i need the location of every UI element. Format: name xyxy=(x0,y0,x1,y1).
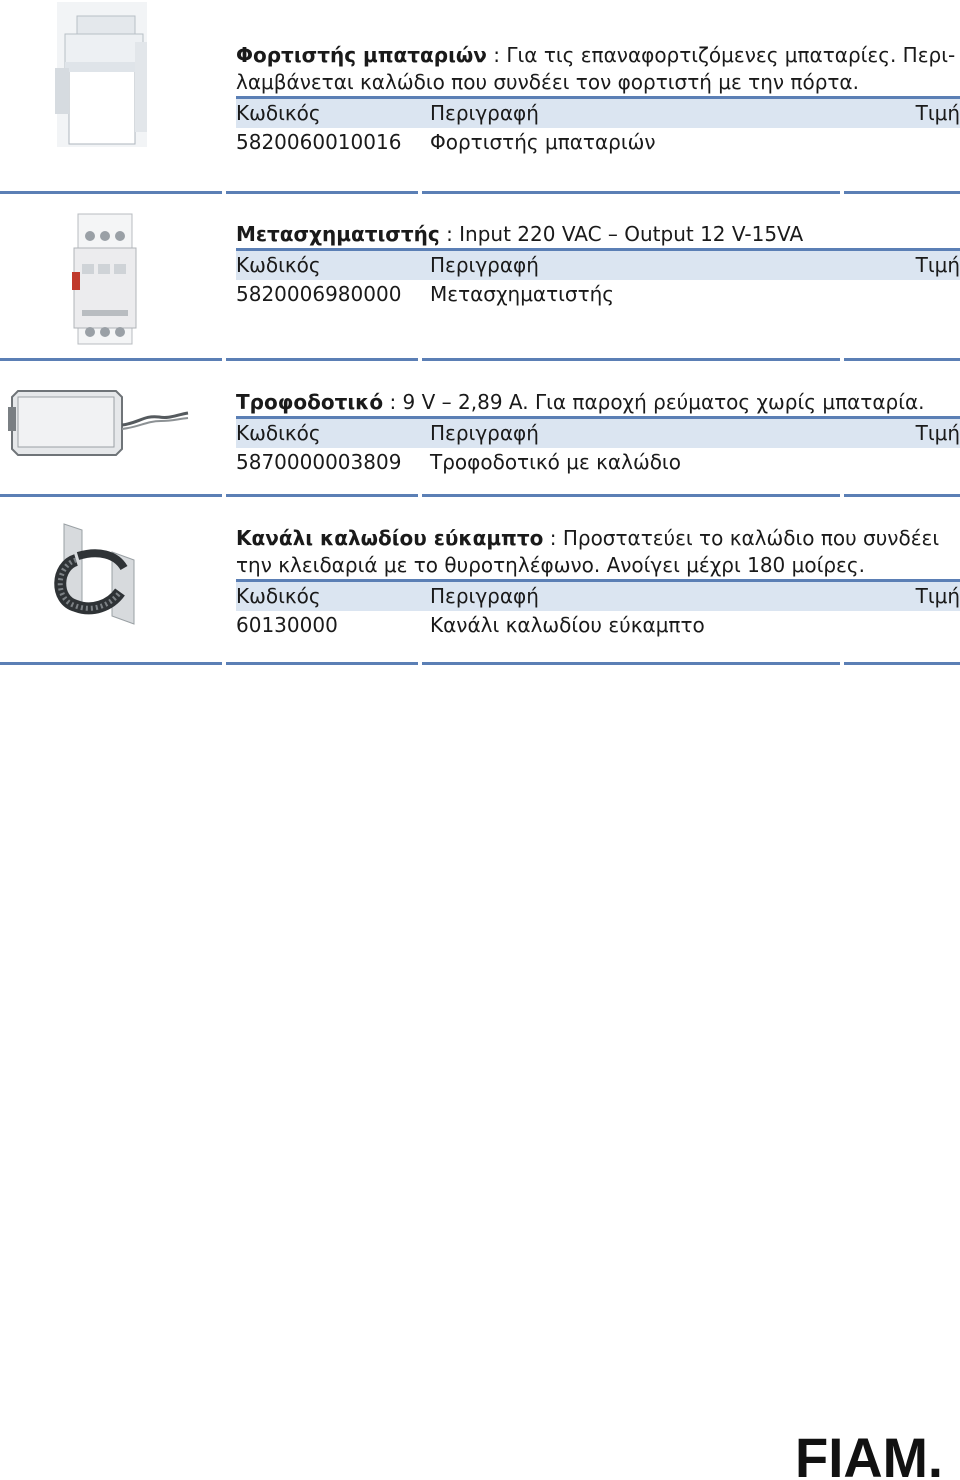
table-header xyxy=(236,96,960,128)
product-name: Μετασχηματιστής xyxy=(236,222,440,246)
product-code: 60130000 xyxy=(236,613,338,637)
code-header: Κωδικός xyxy=(236,101,321,125)
price-header: Τιμή xyxy=(915,421,960,445)
product-description: Τροφοδοτικό : 9 V – 2,89 A. Για παροχή ρεύματος χωρίς μπαταρία. xyxy=(236,390,925,414)
code-header: Κωδικός xyxy=(236,421,321,445)
product-description-cont: λαμβάνεται καλώδιο που συνδέει τον φορτιστή με την πόρτα. xyxy=(236,70,859,94)
separator xyxy=(0,662,960,665)
product-name: Τροφοδοτικό xyxy=(236,390,384,414)
product-code: 5820006980000 xyxy=(236,282,402,306)
description-header: Περιγραφή xyxy=(430,253,539,277)
separator xyxy=(0,494,960,497)
description-header: Περιγραφή xyxy=(430,101,539,125)
price-header: Τιμή xyxy=(915,584,960,608)
price-header: Τιμή xyxy=(915,253,960,277)
product-row-description: Τροφοδοτικό με καλώδιο xyxy=(430,450,681,474)
product-code: 5870000003809 xyxy=(236,450,402,474)
table-row xyxy=(236,448,960,477)
fiam-logo xyxy=(795,1434,945,1478)
table-row xyxy=(236,280,960,309)
description-header: Περιγραφή xyxy=(430,421,539,445)
table-header xyxy=(236,416,960,448)
table-header xyxy=(236,579,960,611)
description-header: Περιγραφή xyxy=(430,584,539,608)
product-description: Φορτιστής μπαταριών : Για τις επαναφορτιζόμενες μπαταρίες. Περι- xyxy=(236,43,956,67)
cable-channel-image xyxy=(46,520,138,626)
transformer-image xyxy=(60,208,150,348)
product-description-cont: την κλειδαριά με το θυροτηλέφωνο. Ανοίγει μέχρι 180 μοίρες. xyxy=(236,553,865,577)
product-code: 5820060010016 xyxy=(236,130,402,154)
separator xyxy=(0,358,960,361)
product-row-description: Μετασχηματιστής xyxy=(430,282,615,306)
power-supply-image xyxy=(4,385,190,460)
table-row xyxy=(236,611,960,640)
product-description: Κανάλι καλωδίου εύκαμπτο : Προστατεύει το καλώδιο που συνδέει xyxy=(236,526,940,550)
separator xyxy=(0,191,960,194)
price-header: Τιμή xyxy=(915,101,960,125)
table-header xyxy=(236,248,960,280)
code-header: Κωδικός xyxy=(236,584,321,608)
battery-charger-image xyxy=(55,2,150,147)
product-description: Μετασχηματιστής : Input 220 VAC – Output 12 V-15VA xyxy=(236,222,804,246)
code-header: Κωδικός xyxy=(236,253,321,277)
svg-text:FIAM.: FIAM. xyxy=(795,1434,943,1478)
product-name: Κανάλι καλωδίου εύκαμπτο xyxy=(236,526,544,550)
product-name: Φορτιστής μπαταριών xyxy=(236,43,487,67)
product-row-description: Κανάλι καλωδίου εύκαμπτο xyxy=(430,613,705,637)
table-row xyxy=(236,128,960,157)
product-row-description: Φορτιστής μπαταριών xyxy=(430,130,656,154)
